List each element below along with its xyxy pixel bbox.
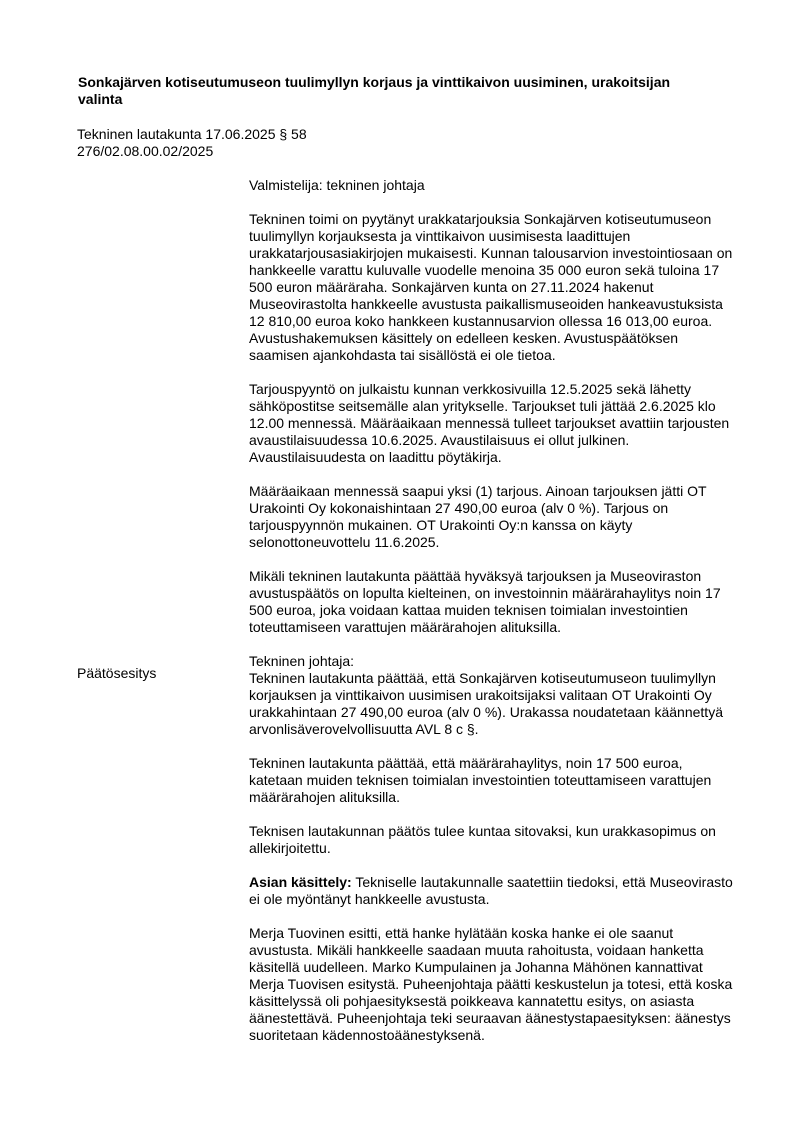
decision-paragraph-overrun: Tekninen lautakunta päättää, että määrärahaylitys, noin 17 500 euroa, katetaan muiden teknisen toimialan investointien toteuttamiseen varattujen määrärahojen alituksilla. (249, 755, 712, 805)
handling-text: Tekniselle lautakunnalle saatettiin tiedoksi, että Museovirasto ei ole myöntänyt hankkeelle avustusta. (249, 874, 733, 907)
preparer-line: Valmistelija: tekninen johtaja (249, 177, 425, 193)
decision-label: Päätösesitys (77, 665, 157, 681)
paragraph-funding-note: Mikäli tekninen lautakunta päättää hyväksyä tarjouksen ja Museoviraston avustuspäätös on lopulta kielteinen, on investoinnin määrärahaylitys noin 17 500 euroa, joka voidaan kattaa muiden teknisen toimialan investointien toteuttamiseen varattujen määrärahojen alituksilla. (249, 568, 721, 635)
meeting-meta (77, 126, 307, 160)
paragraph-tender-result: Määräaikaan mennessä saapui yksi (1) tarjous. Ainoan tarjouksen jätti OT Urakointi Oy kokonaishintaan 27 490,00 euroa (alv 0 %). Tarjous on tarjouspyynnön mukainen. OT Urakointi Oy:n kanssa on käyty selonottoneuvottelu 11.6.2025. (249, 483, 707, 550)
paragraph-background: Tekninen toimi on pyytänyt urakkatarjouksia Sonkajärven kotiseutumuseon tuulimyllyn korjauksesta ja vinttikaivon uusimisesta laadittujen urakkatarjousasiakirjojen mukaisesti. Kunnan talousarvion investointiosaan on hankkeelle varattu kuluvalle vuodelle menoina 35 000 euron sekä tuloina 17 500 euron määräraha. Sonkajärven kunta on 27.11.2024 hakenut Museovirastolta hankkeelle avustusta paikallismuseoiden hankeavustuksista 12 810,00 euroa koko hankkeen kustannusarvion ollessa 16 013,00 euroa. Avustushakemuksen käsittely on edelleen kesken. Avustuspäätöksen saamisen ajankohdasta tai sisällöstä ei ole tietoa. (249, 211, 733, 363)
document-title: Sonkajärven kotiseutumuseon tuulimyllyn korjaus ja vinttikaivon uusiminen, urakoitsijan valinta (78, 74, 671, 107)
record-id: 276/02.08.00.02/2025 (77, 143, 214, 159)
decision-proposer: Tekninen johtaja: (249, 653, 355, 669)
paragraph-tender-request: Tarjouspyyntö on julkaistu kunnan verkkosivuilla 12.5.2025 sekä lähetty sähköpostitse seitsemälle alan yritykselle. Tarjoukset tuli jättää 2.6.2025 klo 12.00 mennessä. Määräaikaan mennessä tulleet tarjoukset avattiin tarjousten avaustilaisuudessa 10.6.2025. Avaustilaisuus ei ollut julkinen. Avaustilaisuudesta on laadittu pöytäkirja. (249, 381, 730, 465)
decision-paragraph-contractor: Tekninen lautakunta päättää, että Sonkajärven kotiseutumuseon tuulimyllyn korjauksen ja vinttikaivon uusimisen urakoitsijaksi valitaan OT Urakointi Oy urakkahintaan 27 490,00 euroa (alv 0 %). Urakassa noudatetaan käännettyä arvonlisäverovelvollisuutta AVL 8 c §. (249, 670, 723, 737)
handling-label: Asian käsittely: (249, 874, 352, 890)
handling-vote-paragraph: Merja Tuovinen esitti, että hanke hylätään koska hanke ei ole saanut avustusta. Mikäli hankkeelle saadaan muuta rahoitusta, voidaan hanketta käsitellä uudelleen. Marko Kumpulainen ja Johanna Mähönen kannattivat Merja Tuovisen esitystä. Puheenjohtaja päätti keskustelun ja totesi, että koska käsittelyssä oli pohjaesityksestä poikkeava kannatettu esitys, on asiasta äänestettävä. Puheenjohtaja teki seuraavan äänestystapaesityksen: äänestys suoritetaan kädennostoäänestyksenä. (249, 925, 733, 1043)
decision-paragraph-binding: Teknisen lautakunnan päätös tulee kuntaa sitovaksi, kun urakkasopimus on allekirjoitettu. (249, 823, 716, 856)
handling-paragraph (249, 874, 739, 908)
document-body (249, 177, 739, 1044)
meeting-reference: Tekninen lautakunta 17.06.2025 § 58 (77, 126, 307, 142)
